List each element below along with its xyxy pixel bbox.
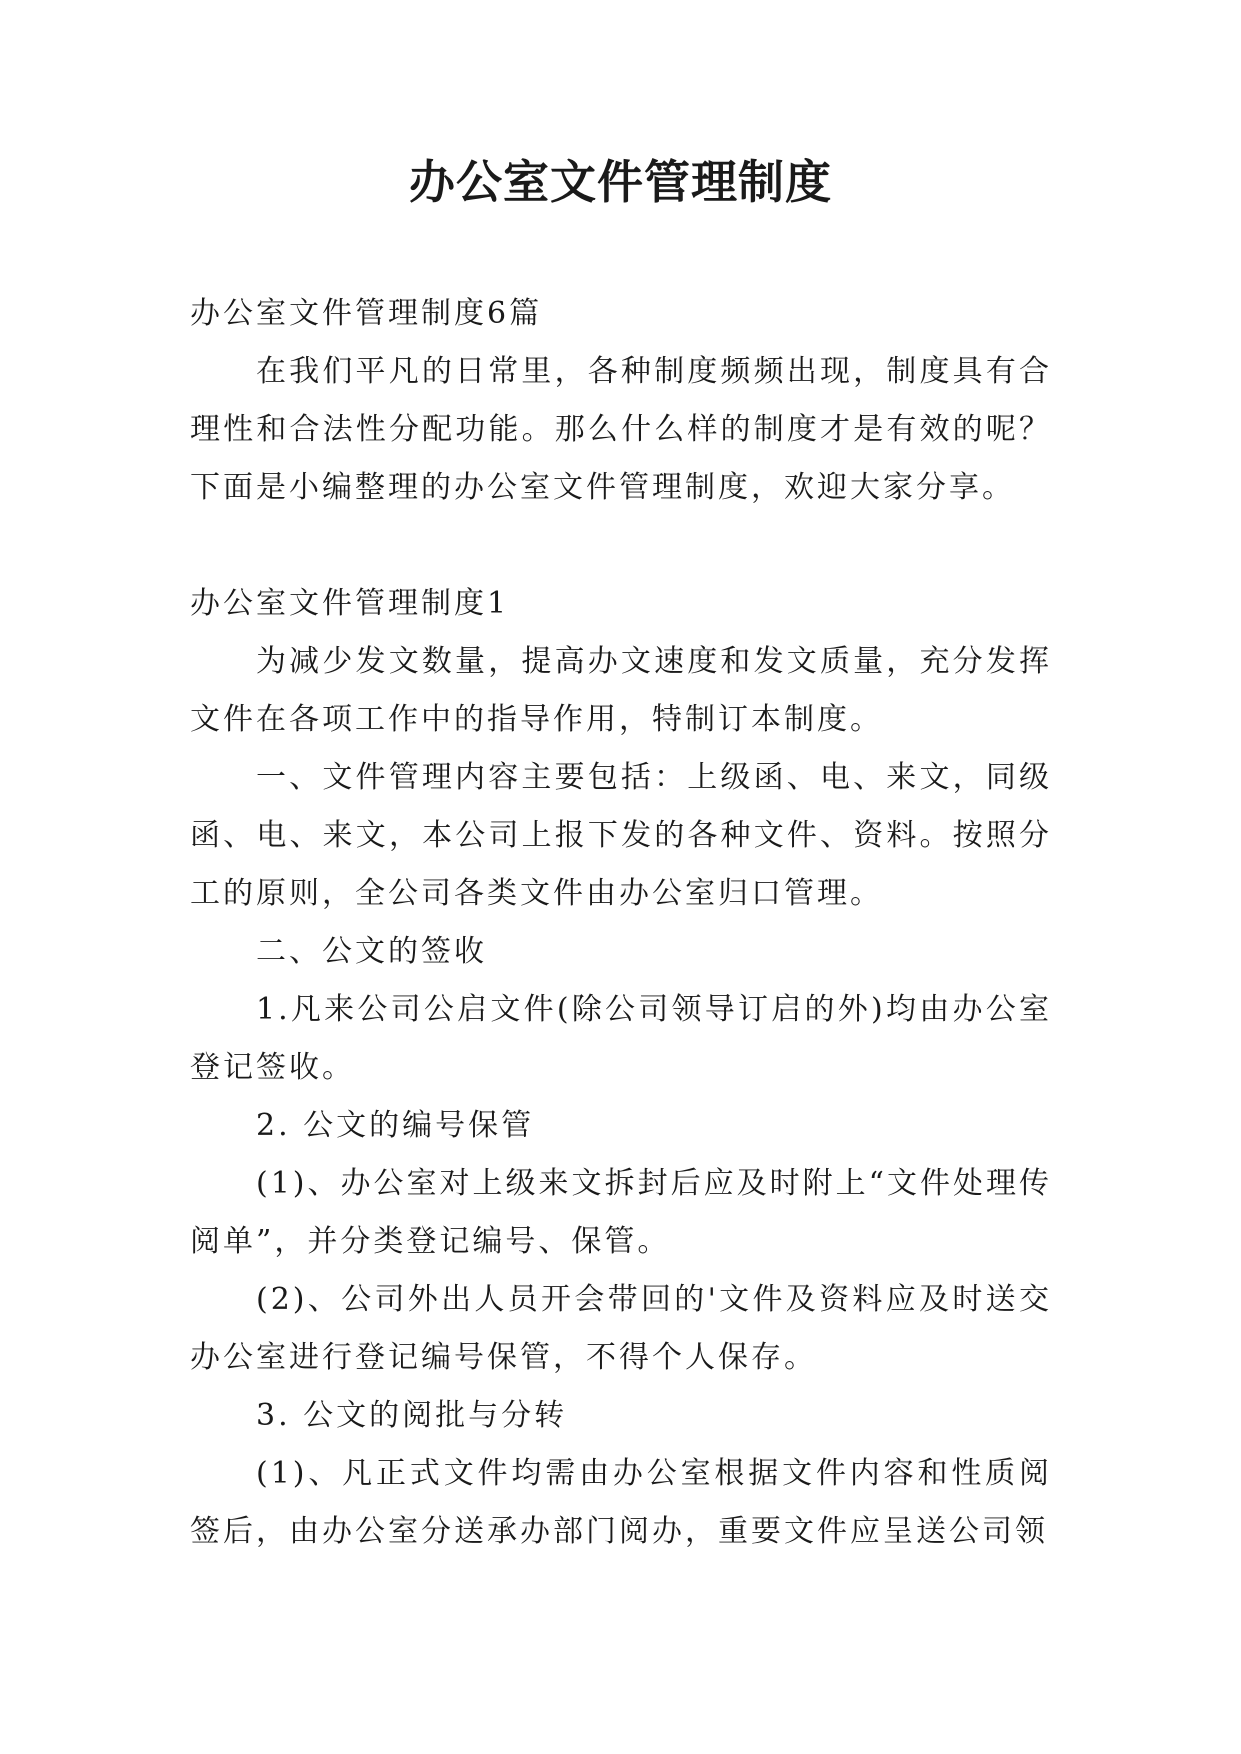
subtitle-paragraph: 办公室文件管理制度6篇 bbox=[190, 296, 543, 331]
body-paragraph: (2)、公司外出人员开会带回的'文件及资料应及时送交办公室进行登记编号保管，不得个人保存。 bbox=[190, 1282, 1052, 1375]
intro-paragraph: 在我们平凡的日常里，各种制度频频出现，制度具有合理性和合法性分配功能。那么什么样的制度才是有效的呢？下面是小编整理的办公室文件管理制度，欢迎大家分享。 bbox=[190, 354, 1052, 505]
document-title: 办公室文件管理制度 bbox=[409, 155, 832, 209]
document-body bbox=[190, 285, 1052, 1561]
clause-heading: 3. 公文的阅批与分转 bbox=[256, 1398, 568, 1433]
body-paragraph: 1.凡来公司公启文件(除公司领导订启的外)均由办公室登记签收。 bbox=[190, 992, 1052, 1085]
body-paragraph: 为减少发文数量，提高办文速度和发文质量，充分发挥文件在各项工作中的指导作用，特制订本制度。 bbox=[190, 644, 1052, 737]
body-paragraph: (1)、办公室对上级来文拆封后应及时附上“文件处理传阅单”，并分类登记编号、保管。 bbox=[190, 1166, 1052, 1259]
clause-heading: 2. 公文的编号保管 bbox=[256, 1108, 535, 1143]
section-heading: 办公室文件管理制度1 bbox=[190, 586, 510, 621]
body-paragraph: 一、文件管理内容主要包括：上级函、电、来文，同级函、电、来文，本公司上报下发的各种文件、资料。按照分工的原则，全公司各类文件由办公室归口管理。 bbox=[190, 760, 1052, 911]
clause-heading: 二、公文的签收 bbox=[256, 934, 487, 969]
body-paragraph: (1)、凡正式文件均需由办公室根据文件内容和性质阅签后，由办公室分送承办部门阅办，重要文件应呈送公司领 bbox=[190, 1456, 1052, 1549]
